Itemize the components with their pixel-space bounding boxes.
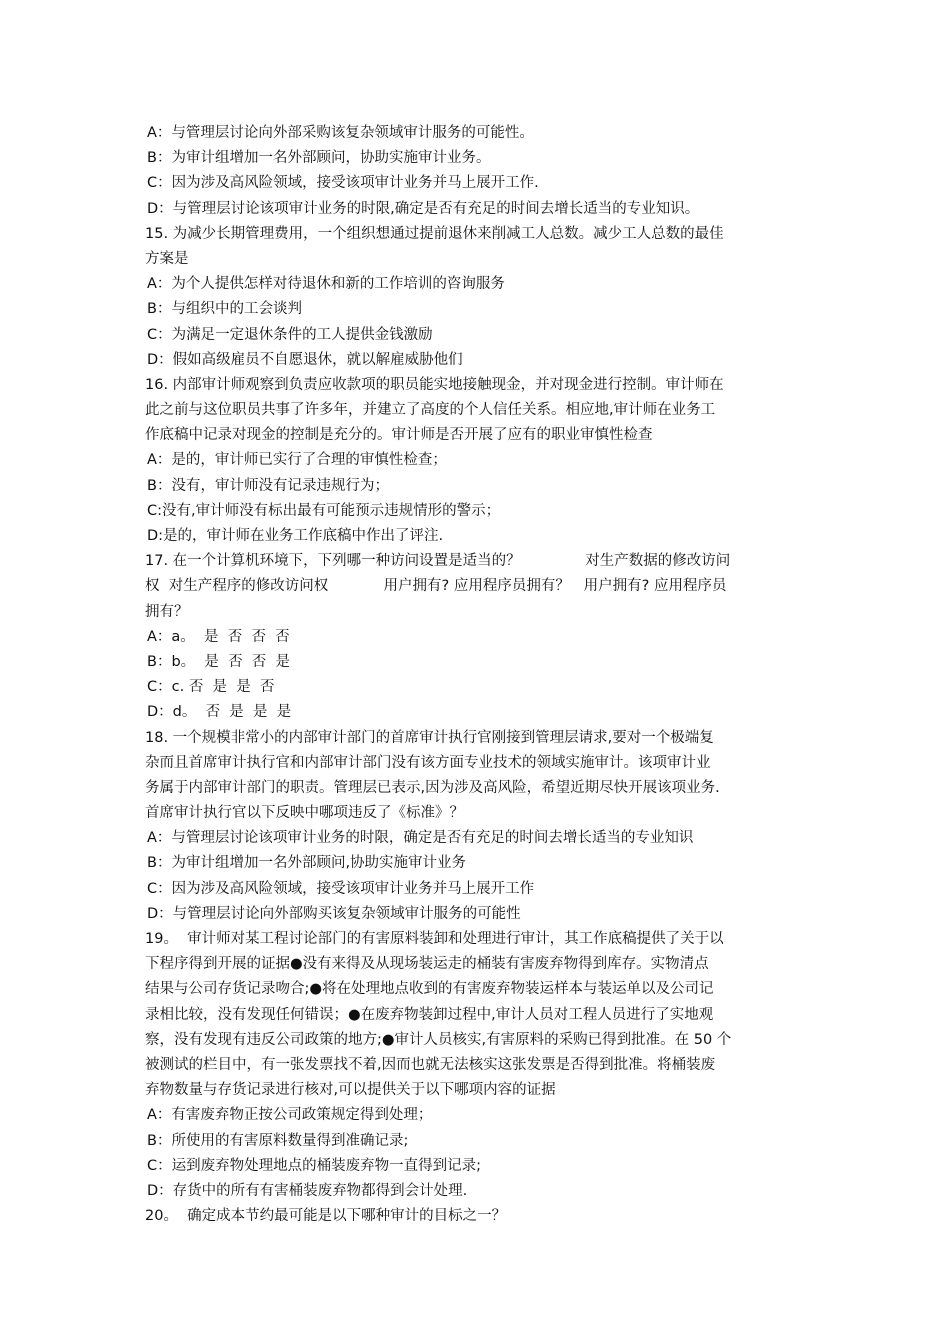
question-text-line: 被测试的栏目中，有一张发票找不着,因而也就无法核实这张发票是否得到批准。将桶装废: [145, 1056, 716, 1073]
question-text-line: 此之前与这位职员共事了许多年，并建立了高度的个人信任关系。相应地,审计师在业务工: [145, 402, 716, 419]
question-text-line: 拥有？: [145, 603, 189, 620]
question-text-line: 录相比较，没有发现任何错误；●在废弃物装卸过程中,审计人员对工程人员进行了实地观: [145, 1006, 714, 1023]
answer-option-line: A：有害废弃物正按公司政策规定得到处理；: [147, 1107, 433, 1124]
answer-option-line: B：为审计组增加一名外部顾问,协助实施审计业务: [147, 855, 467, 872]
answer-option-line: C：c. 否 是 是 否: [147, 679, 275, 696]
answer-option-line: C:没有,审计师没有标出最有可能预示违规情形的警示；: [147, 502, 501, 519]
answer-option-line: B：与组织中的工会谈判: [147, 301, 302, 318]
answer-option-line: C：因为涉及高风险领域，接受该项审计业务并马上展开工作.: [147, 175, 539, 192]
answer-option-line: C：因为涉及高风险领域，接受该项审计业务并马上展开工作: [147, 880, 535, 897]
question-text-line: 18. 一个规模非常小的内部审计部门的首席审计执行官刚接到管理层请求,要对一个极端复: [145, 729, 714, 746]
question-text-line: 务属于内部审计部门的职责。管理层已表示,因为涉及高风险，希望近期尽快开展该项业务.: [145, 779, 720, 796]
answer-option-line: B：所使用的有害原料数量得到准确记录;: [147, 1132, 409, 1149]
answer-option-line: D：存货中的所有有害桶装废弃物都得到会计处理.: [147, 1182, 468, 1199]
question-text-line: 作底稿中记录对现金的控制是充分的。审计师是否开展了应有的职业审慎性检查: [145, 427, 653, 444]
question-text-line: 察，没有发现有违反公司政策的地方;●审计人员核实,有害原料的采购已得到批准。在 50 个: [145, 1031, 732, 1048]
answer-option-line: D：假如高级雇员不自愿退休，就以解雇威胁他们: [147, 351, 463, 368]
answer-option-line: D:是的，审计师在业务工作底稿中作出了评注.: [147, 528, 444, 544]
answer-option-line: A：a。 是 否 否 否: [147, 628, 290, 645]
answer-option-line: C：为满足一定退休条件的工人提供金钱激励: [147, 326, 433, 343]
answer-option-line: C：运到废弃物处理地点的桶装废弃物一直得到记录;: [147, 1157, 482, 1174]
question-text-line: 弃物数量与存货记录进行核对,可以提供关于以下哪项内容的证据: [145, 1082, 556, 1099]
question-text-line: 16. 内部审计师观察到负责应收款项的职员能实地接触现金，并对现金进行控制。审计师在: [145, 376, 724, 393]
answer-option-line: A：是的，审计师已实行了合理的审慎性检查；: [147, 452, 447, 469]
question-text-line: 杂而且首席审计执行官和内部审计部门没有该方面专业技术的领域实施审计。该项审计业: [145, 754, 711, 771]
question-text-line: 结果与公司存货记录吻合;●将在处理地点收到的有害废弃物装运样本与装运单以及公司记: [145, 981, 714, 998]
question-text-line: 下程序得到开展的证据●没有来得及从现场装运走的桶装有害废弃物得到库存。实物清点: [145, 956, 709, 973]
answer-option-line: A：与管理层讨论该项审计业务的时限，确定是否有充足的时间去增长适当的专业知识: [147, 830, 694, 847]
answer-option-line: A：与管理层讨论向外部采购该复杂领域审计服务的可能性。: [147, 125, 534, 141]
question-text-line: 20。 确定成本节约最可能是以下哪种审计的目标之一？: [145, 1208, 507, 1225]
question-text-line: 首席审计执行官以下反映中哪项违反了《标准》？: [145, 805, 464, 822]
answer-option-line: B：b。 是 否 否 是: [147, 653, 291, 670]
question-text-line: 权 对生产程序的修改访问权 用户拥有? 应用程序员拥有？ 用户拥有? 应用程序员: [145, 578, 727, 595]
question-text-line: 19。 审计师对某工程讨论部门的有害原料装卸和处理进行审计，其工作底稿提供了关于以: [145, 931, 724, 947]
question-text-line: 15. 为减少长期管理费用，一个组织想通过提前退休来削减工人总数。减少工人总数的最佳: [145, 225, 724, 242]
question-text-line: 17. 在一个计算机环境下，下列哪一种访问设置是适当的？ 对生产数据的修改访问: [145, 553, 731, 570]
answer-option-line: D：与管理层讨论该项审计业务的时限,确定是否有充足的时间去增长适当的专业知识。: [147, 200, 700, 217]
question-text-line: 方案是: [145, 250, 189, 267]
answer-option-line: B：为审计组增加一名外部顾问，协助实施审计业务。: [147, 150, 491, 167]
answer-option-line: B：没有，审计师没有记录违规行为；: [147, 477, 389, 494]
answer-option-line: A：为个人提供怎样对待退休和新的工作培训的咨询服务: [147, 276, 505, 293]
answer-option-line: D：d。 否 是 是 是: [147, 704, 292, 721]
answer-option-line: D：与管理层讨论向外部购买该复杂领域审计服务的可能性: [147, 905, 521, 922]
document-body: [145, 121, 810, 1229]
